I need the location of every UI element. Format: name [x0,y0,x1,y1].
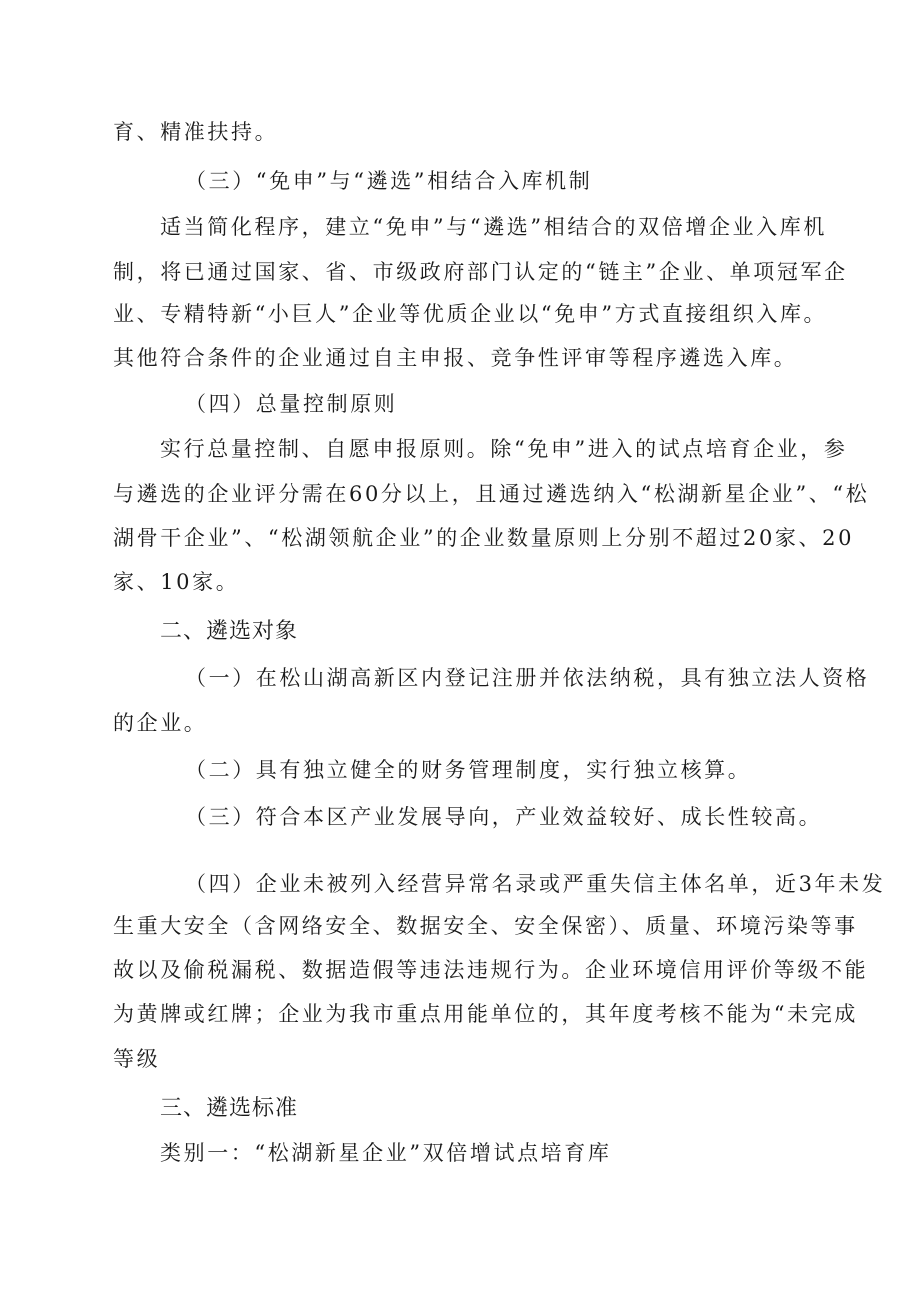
paragraph-line: 其他符合条件的企业通过自主申报、竞争性评审等程序遴选入库。 [113,346,798,370]
paragraph-line: 家、10家。 [113,570,240,594]
paragraph-line: （三）符合本区产业发展导向，产业效益较好、成长性较高。 [185,805,823,829]
paragraph-line: 育、精准扶持。 [113,120,279,144]
subsection-title: （四）总量控制原则 [185,392,398,416]
paragraph-line: （四）企业未被列入经营异常名录或严重失信主体名单，近3年未发 [185,872,886,896]
paragraph-line: 适当简化程序，建立“免申”与“遴选”相结合的双倍增企业入库机 [160,215,827,239]
paragraph-line: 制，将已通过国家、省、市级政府部门认定的“链主”企业、单项冠军企 [113,260,848,284]
paragraph-line: 湖骨干企业”、“松湖领航企业”的企业数量原则上分别不超过20家、20 [113,526,855,550]
paragraph-line: 业、专精特新“小巨人”企业等优质企业以“免申”方式直接组织入库。 [113,302,828,326]
paragraph-line: 生重大安全（含网络安全、数据安全、安全保密）、质量、环境污染等事 [113,914,858,938]
paragraph-line: 实行总量控制、自愿申报原则。除“免申”进入的试点培育企业，参 [160,437,848,461]
paragraph-line: 类别一：“松湖新星企业”双倍增试点培育库 [160,1141,612,1165]
paragraph-line: （一）在松山湖高新区内登记注册并依法纳税，具有独立法人资格 [185,666,870,690]
section-heading: 二、遴选对象 [160,619,299,644]
paragraph-line: 为黄牌或红牌；企业为我市重点用能单位的，其年度考核不能为“未完成 [113,1002,858,1026]
paragraph-line: 故以及偷税漏税、数据造假等违法违规行为。企业环境信用评价等级不能 [113,958,869,982]
paragraph-line: （二）具有独立健全的财务管理制度，实行独立核算。 [185,758,752,782]
paragraph-line: 的企业。 [113,711,208,735]
paragraph-line: 与遴选的企业评分需在60分以上，且通过遴选纳入“松湖新星企业”、“松 [113,482,870,506]
section-heading: 三、遴选标准 [160,1096,299,1121]
subsection-title: （三）“免申”与“遴选”相结合入库机制 [185,169,593,193]
paragraph-line: 等级 [113,1047,161,1071]
